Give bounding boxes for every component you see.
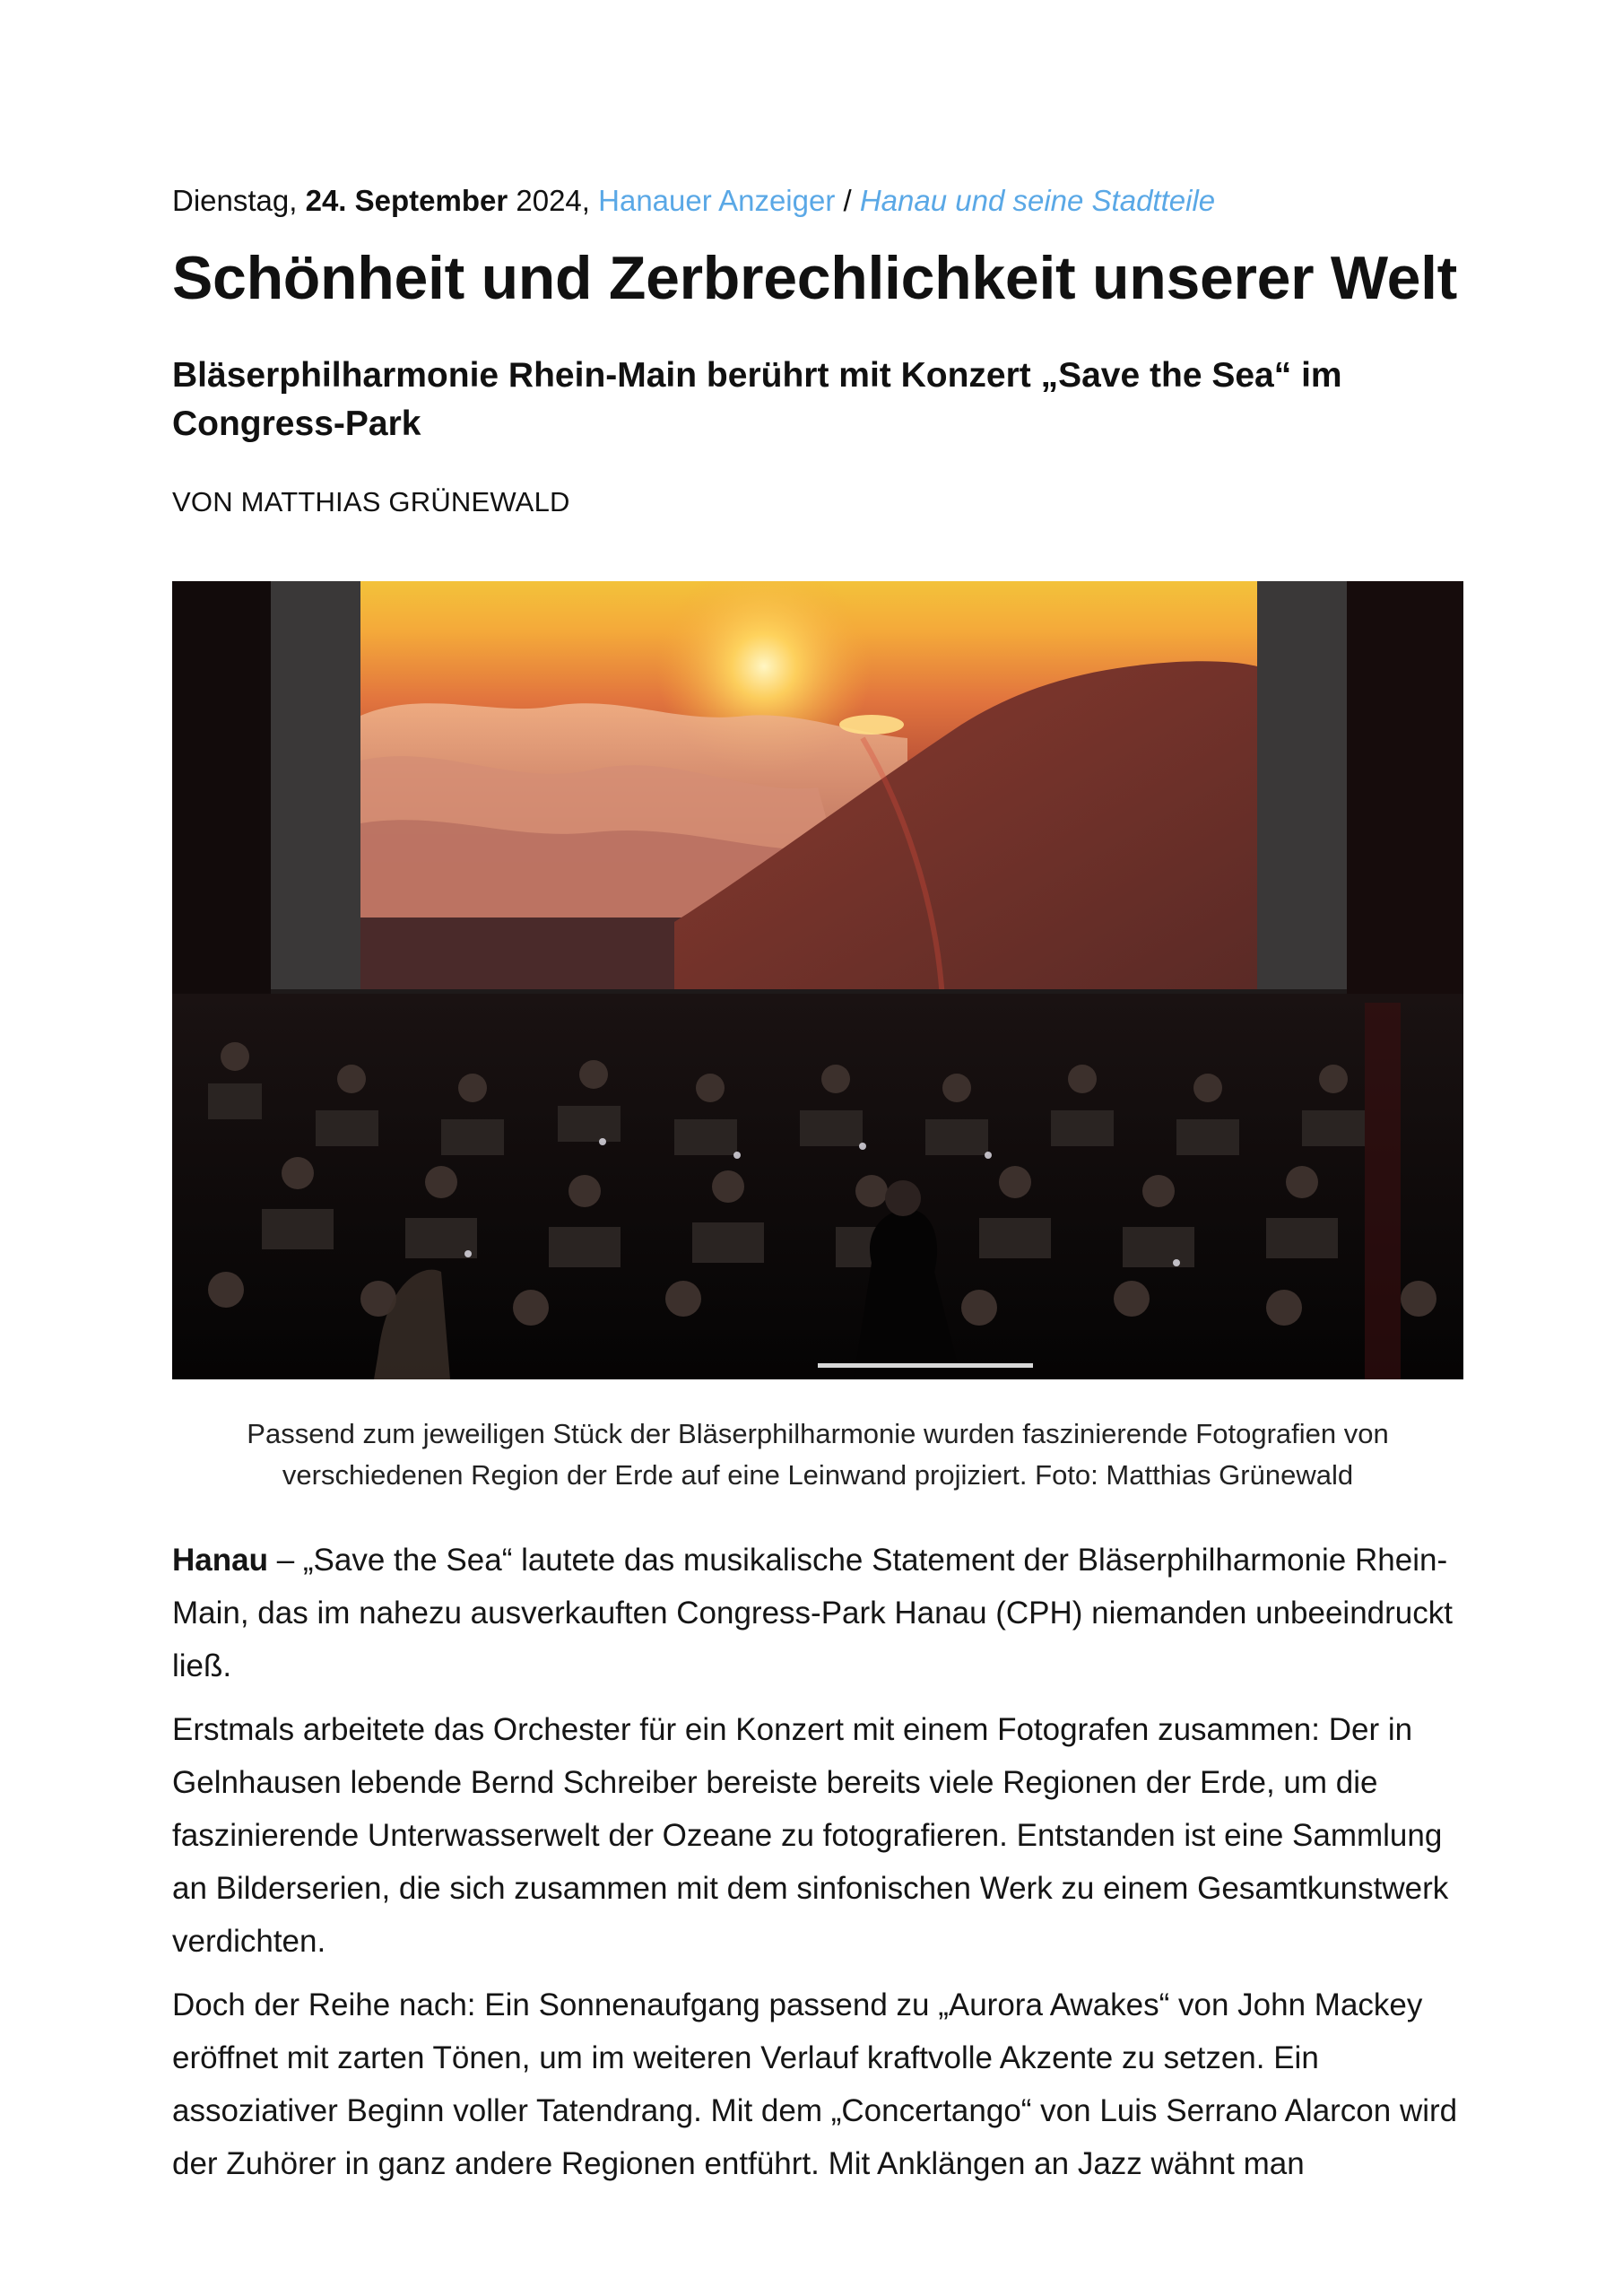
caption-line-1: Passend zum jeweiligen Stück der Bläserphilharmonie wurden faszinierende Fotografien von xyxy=(247,1418,1389,1449)
byline: VON MATTHIAS GRÜNEWALD xyxy=(172,486,570,517)
paragraph-1 xyxy=(172,1534,1463,1692)
paragraph-3: Doch der Reihe nach: Ein Sonnenaufgang passend zu „Aurora Awakes“ von John Mackey eröffnet mit zarten Tönen, um im weiteren Verlauf kraftvolle Akzente zu setzen. Ein assoziativer Beginn voller Tatendrang. Mit dem „Concertango“ von Luis Serrano Alarcon wird der Zuhörer in ganz andere Regionen entführt. Mit Anklängen an Jazz wähnt man xyxy=(172,1987,1458,2181)
caption-line-2: verschiedenen Region der Erde auf eine Leinwand projiziert. Foto: Matthias Grünewald xyxy=(282,1459,1354,1491)
weekday: Dienstag, xyxy=(172,184,298,217)
section-link[interactable]: Hanau und seine Stadtteile xyxy=(859,184,1216,217)
concert-photo xyxy=(172,581,1463,1379)
subheadline: Bläserphilharmonie Rhein-Main berührt mit Konzert „Save the Sea“ im Congress-Park xyxy=(172,356,1342,443)
paragraph-1-text: – „Save the Sea“ lautete das musikalische Statement der Bläserphilharmonie Rhein-Main, das im nahezu ausverkauften Congress-Park Hanau (CPH) niemanden unbeeindruckt ließ. xyxy=(172,1543,1453,1683)
year: 2024, xyxy=(516,184,590,217)
paragraph-2: Erstmals arbeitete das Orchester für ein Konzert mit einem Fotografen zusammen: Der in Gelnhausen lebende Bernd Schreiber bereiste bereits viele Regionen der Erde, um die faszinierende Unterwasserwelt der Ozeane zu fotografieren. Entstanden ist eine Sammlung an Bilderserien, die sich zusammen mit dem sinfonischen Werk zu einem Gesamtkunstwerk verdichten. xyxy=(172,1712,1449,1959)
breadcrumb-separator: / xyxy=(843,184,852,217)
publication-link[interactable]: Hanauer Anzeiger xyxy=(598,184,836,217)
dateline-city: Hanau xyxy=(172,1543,268,1578)
date: 24. September xyxy=(305,184,508,217)
photo-caption xyxy=(172,1413,1463,1496)
headline: Schönheit und Zerbrechlichkeit unserer Welt xyxy=(172,244,1458,312)
article-body xyxy=(172,1534,1463,2201)
article-meta-line xyxy=(172,183,1215,219)
